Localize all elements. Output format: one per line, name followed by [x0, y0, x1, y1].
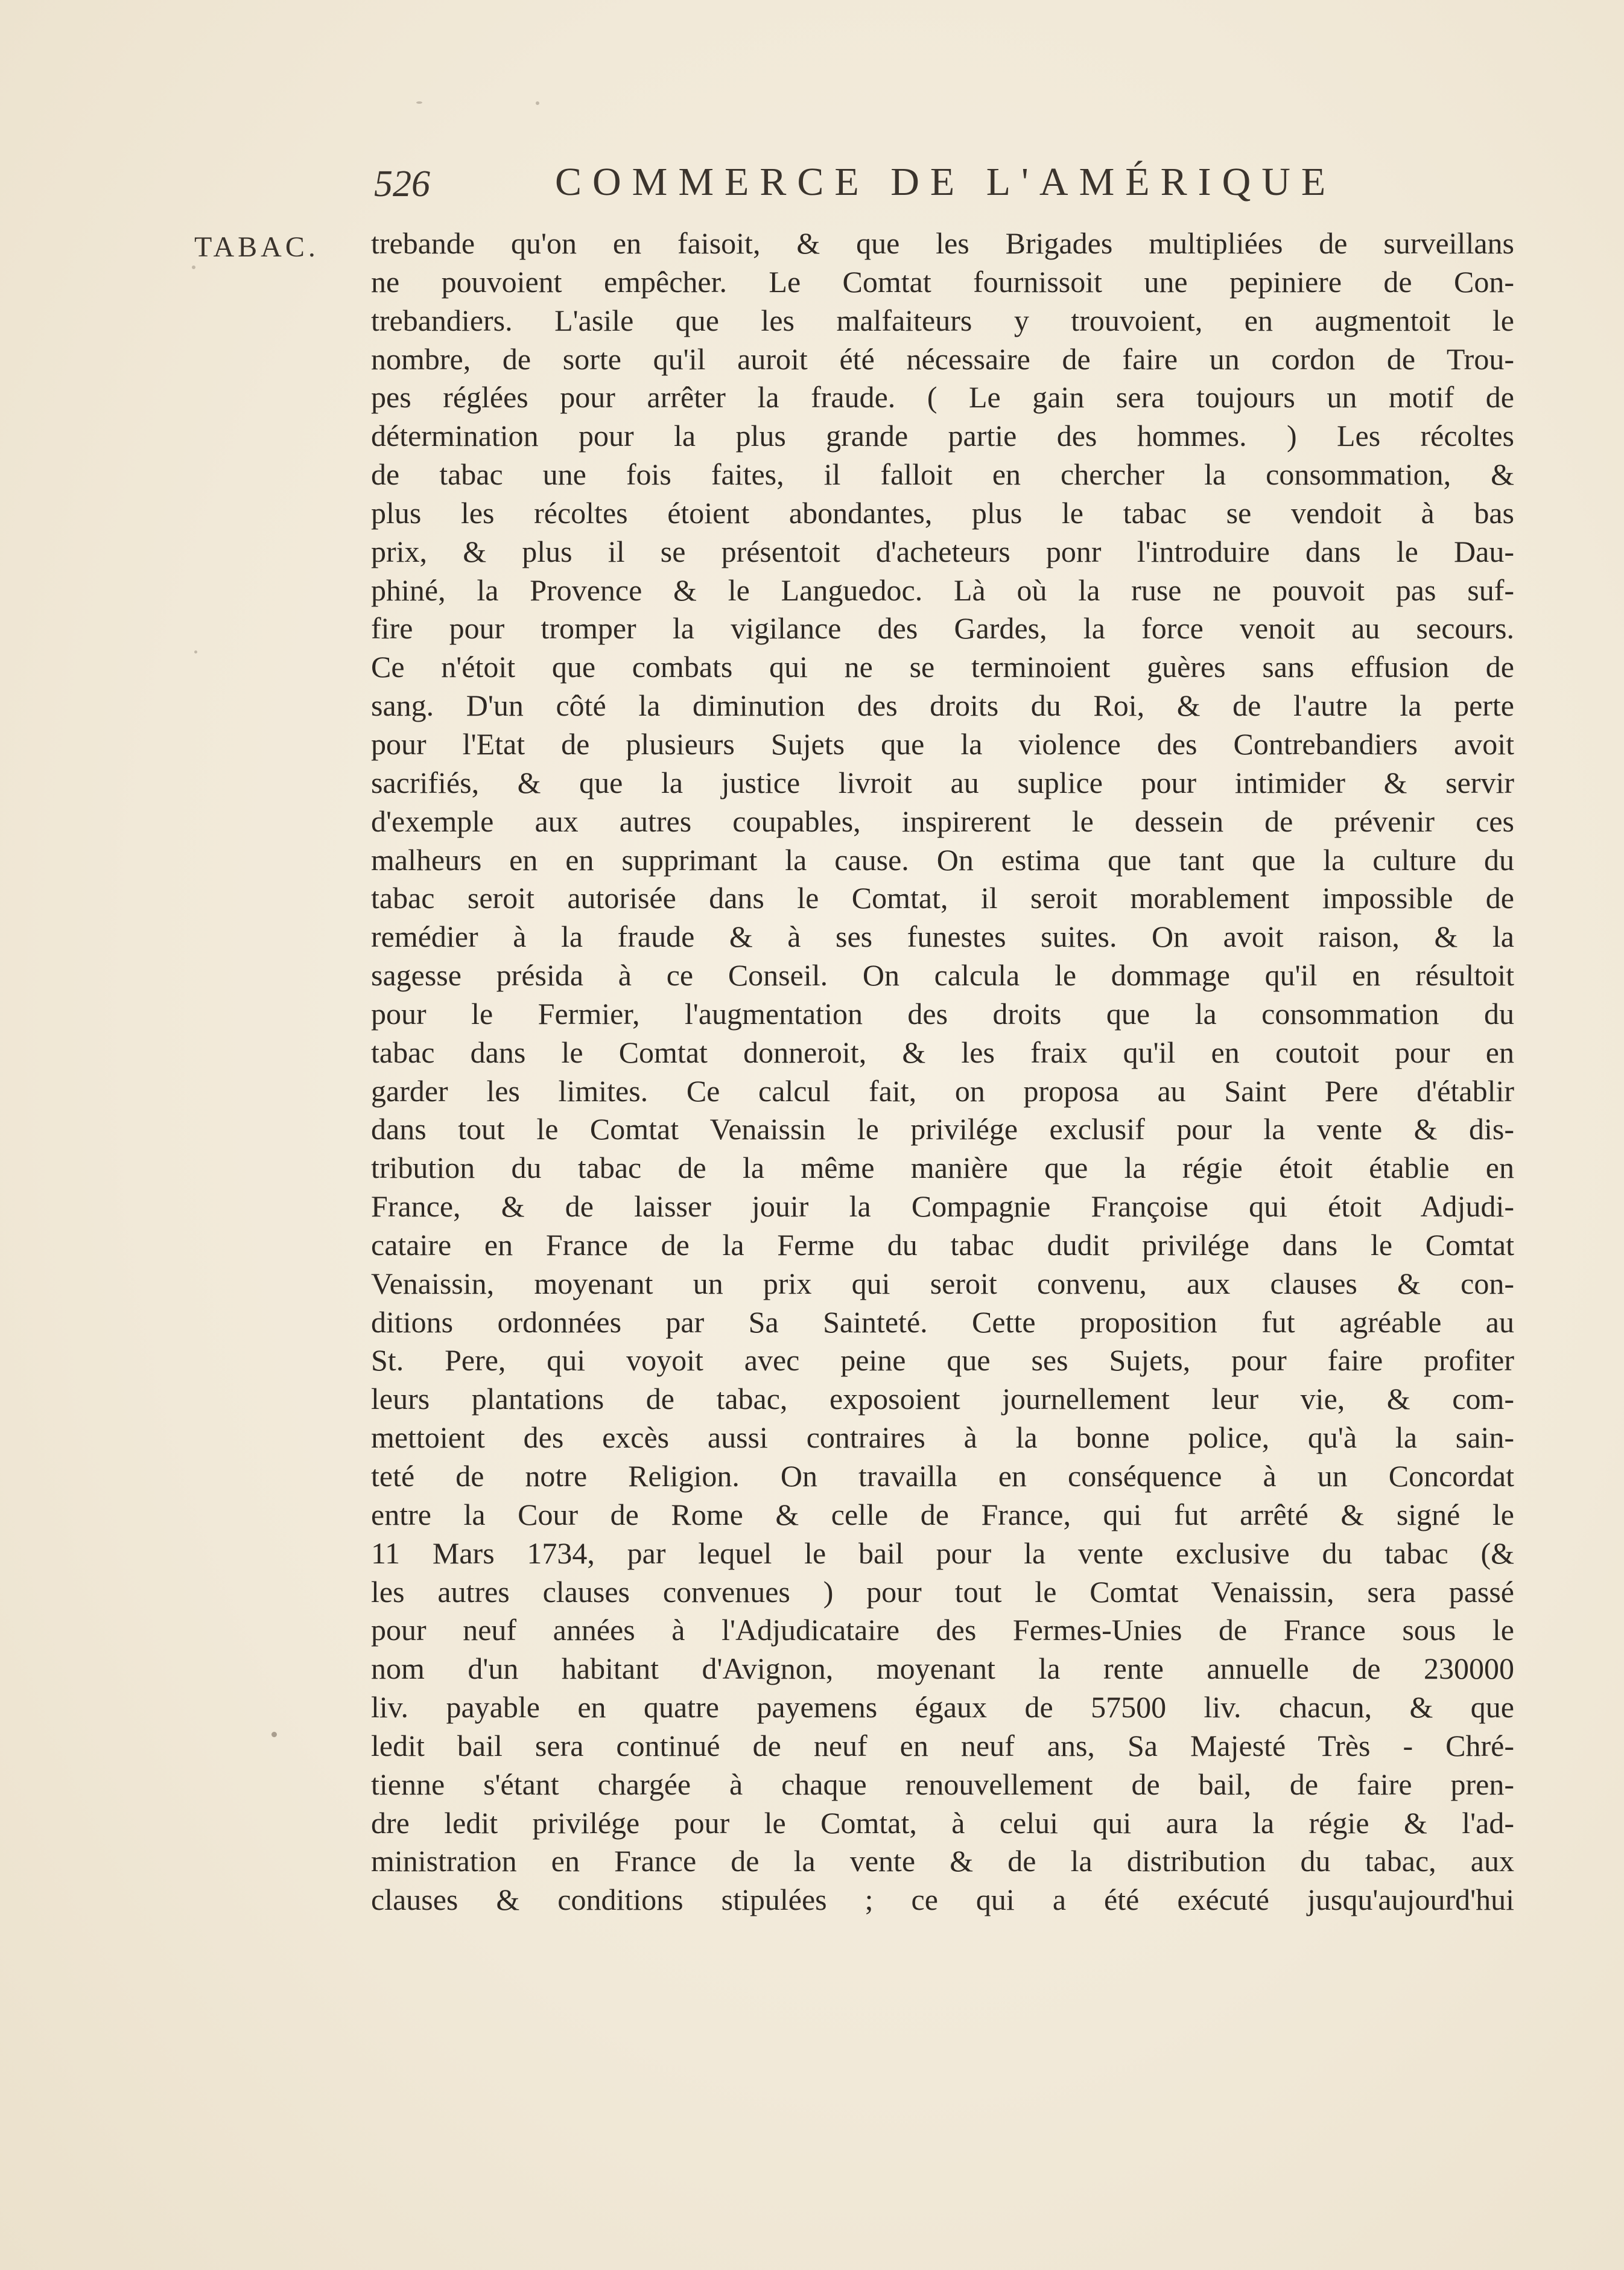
body-text: [371, 224, 1514, 1919]
text-line: détermination pour la plus grande partie des hommes. ) Les récoltes: [371, 419, 1514, 453]
text-line: dans tout le Comtat Venaissin le privilége exclusif pour la vente & dis-: [371, 1112, 1514, 1146]
text-line: ditions ordonnées par Sa Sainteté. Cette proposition fut agréable au: [371, 1305, 1514, 1339]
text-line: pour neuf années à l'Adjudicataire des Fermes-Unies de France sous le: [371, 1613, 1514, 1647]
paper-speck: [536, 101, 539, 105]
text-line: pour le Fermier, l'augmentation des droits que la consommation du: [371, 996, 1514, 1031]
text-line: ministration en France de la vente & de la distribution du tabac, aux: [371, 1844, 1514, 1878]
page-header: [368, 151, 1363, 217]
text-line: pes réglées pour arrêter la fraude. ( Le gain sera toujours un motif de: [371, 380, 1514, 415]
text-line: St. Pere, qui voyoit avec peine que ses Sujets, pour faire profiter: [371, 1343, 1514, 1378]
text-line: leurs plantations de tabac, exposoient journellement leur vie, & com-: [371, 1382, 1514, 1416]
text-line: les autres clauses convenues ) pour tout le Comtat Venaissin, sera passé: [371, 1574, 1514, 1609]
text-line: sagesse présida à ce Conseil. On calcula le dommage qu'il en résultoit: [371, 958, 1514, 993]
text-line: ledit bail sera continué de neuf en neuf ans, Sa Majesté Très - Chré-: [371, 1728, 1514, 1763]
text-line: 11 Mars 1734, par lequel le bail pour la vente exclusive du tabac (&: [371, 1536, 1514, 1570]
text-line: nombre, de sorte qu'il auroit été nécessaire de faire un cordon de Trou-: [371, 342, 1514, 376]
page-number: 526: [374, 164, 430, 205]
text-line: d'exemple aux autres coupables, inspirerent le dessein de prévenir ces: [371, 804, 1514, 838]
text-line: fire pour tromper la vigilance des Gardes, la force venoit au secours.: [371, 611, 1514, 646]
paper-speck: [271, 1732, 277, 1737]
text-line: phiné, la Provence & le Languedoc. Là où la ruse ne pouvoit pas suf-: [371, 573, 1514, 607]
text-line: pour l'Etat de plusieurs Sujets que la violence des Contrebandiers avoit: [371, 726, 1514, 761]
text-line: mettoient des excès aussi contraires à la bonne police, qu'à la sain-: [371, 1420, 1514, 1455]
text-line: liv. payable en quatre payemens égaux de 57500 liv. chacun, & que: [371, 1690, 1514, 1725]
text-line: plus les récoltes étoient abondantes, plus le tabac se vendoit à bas: [371, 495, 1514, 530]
running-title: COMMERCE DE L'AMÉRIQUE: [555, 160, 1337, 204]
text-line: Ce n'étoit que combats qui ne se terminoient guères sans effusion de: [371, 650, 1514, 684]
text-line: entre la Cour de Rome & celle de France, qui fut arrêté & signé le: [371, 1497, 1514, 1531]
margin-note: TABAC.: [194, 231, 319, 263]
text-line: France, & de laisser jouir la Compagnie Françoise qui étoit Adjudi-: [371, 1189, 1514, 1224]
text-line: dre ledit privilége pour le Comtat, à celui qui aura la régie & l'ad-: [371, 1805, 1514, 1840]
text-line: trebandiers. L'asile que les malfaiteurs y trouvoient, en augmentoit le: [371, 303, 1514, 337]
text-line: teté de notre Religion. On travailla en conséquence à un Concordat: [371, 1459, 1514, 1493]
text-line: tienne s'étant chargée à chaque renouvellement de bail, de faire pren-: [371, 1767, 1514, 1801]
text-line: Venaissin, moyenant un prix qui seroit convenu, aux clauses & con-: [371, 1266, 1514, 1300]
paper-speck: [192, 265, 195, 269]
text-line: remédier à la fraude & à ses funestes suites. On avoit raison, & la: [371, 920, 1514, 954]
text-line: tabac seroit autorisée dans le Comtat, il seroit morablement impossible de: [371, 881, 1514, 915]
text-line: sacrifiés, & que la justice livroit au suplice pour intimider & servir: [371, 765, 1514, 800]
text-line: trebande qu'on en faisoit, & que les Brigades multipliées de surveillans: [371, 226, 1514, 260]
text-line: tabac dans le Comtat donneroit, & les fraix qu'il en coutoit pour en: [371, 1035, 1514, 1069]
text-line: clauses & conditions stipulées ; ce qui a été exécuté jusqu'aujourd'hui: [371, 1883, 1514, 1917]
text-line: ne pouvoient empêcher. Le Comtat fournissoit une pepiniere de Con-: [371, 264, 1514, 299]
text-line: prix, & plus il se présentoit d'acheteurs ponr l'introduire dans le Dau-: [371, 534, 1514, 568]
text-line: tribution du tabac de la même manière que la régie étoit établie en: [371, 1151, 1514, 1185]
text-line: garder les limites. Ce calcul fait, on proposa au Saint Pere d'établir: [371, 1073, 1514, 1108]
text-line: cataire en France de la Ferme du tabac dudit privilége dans le Comtat: [371, 1227, 1514, 1262]
paper-speck: [416, 101, 422, 104]
text-line: de tabac une fois faites, il falloit en chercher la consommation, &: [371, 457, 1514, 492]
text-line: sang. D'un côté la diminution des droits du Roi, & de l'autre la perte: [371, 688, 1514, 723]
paper-speck: [194, 650, 197, 653]
text-line: nom d'un habitant d'Avignon, moyenant la rente annuelle de 230000: [371, 1652, 1514, 1686]
text-line: malheurs en en supprimant la cause. On estima que tant que la culture du: [371, 842, 1514, 877]
